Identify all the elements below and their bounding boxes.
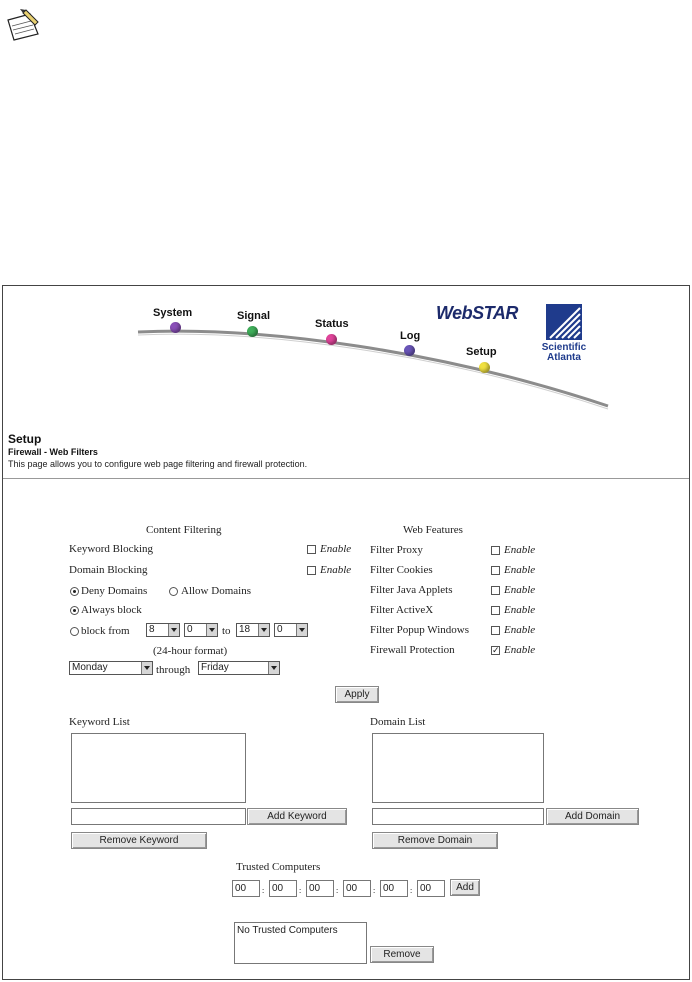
to-hour-value: 18 (239, 624, 251, 635)
domain-blocking-enable-label: Enable (320, 564, 352, 576)
router-config-page (2, 285, 690, 980)
filter-cookies-checkbox[interactable] (491, 566, 500, 575)
keyword-list-box[interactable] (71, 733, 246, 803)
block-from-radio[interactable] (70, 627, 79, 636)
nav-status-dot[interactable] (326, 334, 337, 345)
filter-proxy-enable-label: Enable (504, 544, 536, 556)
chevron-down-icon (296, 624, 307, 636)
filter-popup-windows-label: Filter Popup Windows (370, 624, 469, 636)
day-from-value: Monday (72, 662, 108, 673)
nav-signal[interactable]: Signal (237, 310, 271, 322)
day-from-select[interactable] (69, 661, 153, 675)
divider (3, 478, 689, 479)
add-domain-button[interactable]: Add Domain (546, 808, 639, 825)
keyword-list-heading: Keyword List (69, 716, 130, 728)
nav-setup-dot[interactable] (479, 362, 490, 373)
mac-octet-1-input[interactable]: 00 (232, 880, 260, 897)
nav-banner (3, 286, 689, 436)
apply-button[interactable]: Apply (335, 686, 379, 703)
mac-octet-2-input[interactable]: 00 (269, 880, 297, 897)
from-hour-select[interactable] (146, 623, 180, 637)
filter-java-applets-label: Filter Java Applets (370, 584, 453, 596)
to-hour-select[interactable] (236, 623, 270, 637)
filter-activex-enable-label: Enable (504, 604, 536, 616)
chevron-down-icon (206, 624, 217, 636)
domain-list-heading: Domain List (370, 716, 426, 728)
day-to-select[interactable] (198, 661, 280, 675)
company-name-line2: Atlanta (547, 352, 581, 363)
chevron-down-icon (168, 624, 179, 636)
always-block-radio[interactable] (70, 606, 79, 615)
nav-log-dot[interactable] (404, 345, 415, 356)
remove-trusted-button[interactable]: Remove (370, 946, 434, 963)
company-name-line1: Scientific (541, 342, 587, 353)
firewall-protection-label: Firewall Protection (370, 644, 455, 656)
keyword-blocking-label: Keyword Blocking (69, 543, 154, 555)
nav-status[interactable]: Status (315, 318, 349, 330)
webstar-logo: WebSTAR (436, 303, 518, 323)
page-description: This page allows you to configure web page filtering and firewall protection. (8, 459, 308, 469)
page-title: Setup (8, 432, 42, 446)
mac-separator: : (373, 886, 376, 895)
domain-input[interactable] (372, 808, 544, 825)
filter-proxy-checkbox[interactable] (491, 546, 500, 555)
nav-setup[interactable]: Setup (466, 346, 497, 358)
from-minute-select[interactable] (184, 623, 218, 637)
deny-domains-radio[interactable] (70, 587, 79, 596)
trusted-computers-list[interactable] (234, 922, 367, 964)
block-from-label: block from (81, 625, 130, 637)
scientific-atlanta-logo-icon (546, 304, 582, 340)
add-keyword-button[interactable]: Add Keyword (247, 808, 347, 825)
chevron-down-icon (258, 624, 269, 636)
to-minute-select[interactable] (274, 623, 308, 637)
filter-popup-windows-enable-label: Enable (504, 624, 536, 636)
firewall-protection-checkbox[interactable]: ✓ (492, 645, 500, 655)
nav-system-dot[interactable] (170, 322, 181, 333)
from-hour-value: 8 (149, 624, 155, 635)
from-minute-value: 0 (187, 624, 193, 635)
content-filtering-heading: Content Filtering (146, 524, 222, 536)
page-subtitle: Firewall - Web Filters (8, 447, 98, 457)
trusted-computers-empty-text: No Trusted Computers (237, 925, 338, 936)
mac-separator: : (410, 886, 413, 895)
filter-cookies-label: Filter Cookies (370, 564, 433, 576)
day-to-value: Friday (201, 662, 229, 673)
time-format-note: (24-hour format) (153, 645, 228, 657)
nav-log[interactable]: Log (400, 330, 421, 342)
domain-blocking-checkbox[interactable] (307, 566, 316, 575)
mac-separator: : (299, 886, 302, 895)
mac-octet-5-input[interactable]: 00 (380, 880, 408, 897)
mac-octet-3-input[interactable]: 00 (306, 880, 334, 897)
remove-domain-button[interactable]: Remove Domain (372, 832, 498, 849)
add-trusted-button[interactable]: Add (450, 879, 480, 896)
filter-proxy-label: Filter Proxy (370, 544, 423, 556)
to-label: to (222, 625, 231, 637)
keyword-blocking-checkbox[interactable] (307, 545, 316, 554)
note-pencil-icon (4, 6, 46, 44)
allow-domains-radio[interactable] (169, 587, 178, 596)
through-label: through (156, 664, 191, 676)
filter-java-applets-enable-label: Enable (504, 584, 536, 596)
web-features-heading: Web Features (403, 524, 463, 536)
nav-signal-dot[interactable] (247, 326, 258, 337)
mac-separator: : (336, 886, 339, 895)
chevron-down-icon (268, 662, 279, 674)
filter-cookies-enable-label: Enable (504, 564, 536, 576)
filter-java-applets-checkbox[interactable] (491, 586, 500, 595)
to-minute-value: 0 (277, 624, 283, 635)
domain-blocking-label: Domain Blocking (69, 564, 148, 576)
deny-domains-label: Deny Domains (81, 585, 148, 597)
remove-keyword-button[interactable]: Remove Keyword (71, 832, 207, 849)
domain-list-box[interactable] (372, 733, 544, 803)
keyword-input[interactable] (71, 808, 246, 825)
keyword-blocking-enable-label: Enable (320, 543, 352, 555)
trusted-computers-heading: Trusted Computers (236, 861, 321, 873)
mac-octet-6-input[interactable]: 00 (417, 880, 445, 897)
allow-domains-label: Allow Domains (181, 585, 251, 597)
mac-octet-4-input[interactable]: 00 (343, 880, 371, 897)
firewall-protection-enable-label: Enable (504, 644, 536, 656)
filter-activex-checkbox[interactable] (491, 606, 500, 615)
always-block-label: Always block (81, 604, 142, 616)
filter-popup-windows-checkbox[interactable] (491, 626, 500, 635)
mac-separator: : (262, 886, 265, 895)
filter-activex-label: Filter ActiveX (370, 604, 434, 616)
nav-system[interactable]: System (153, 307, 193, 319)
chevron-down-icon (141, 662, 152, 674)
